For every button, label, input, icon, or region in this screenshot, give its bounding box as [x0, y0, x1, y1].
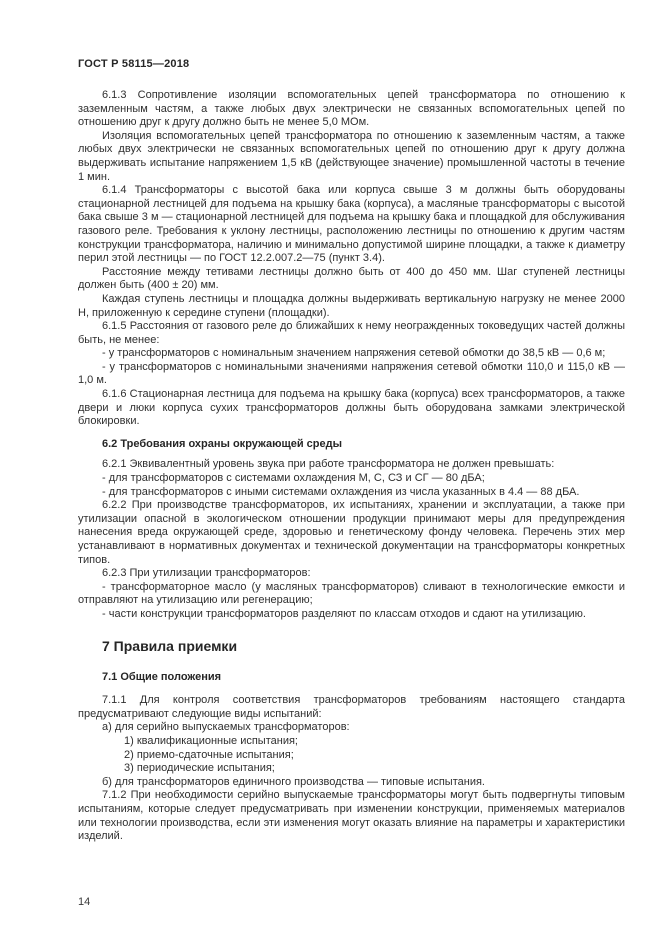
paragraph-6-1-6: 6.1.6 Стационарная лестница для подъема на крышку бака (корпуса) всех трансформаторов, а также двери и люки корпуса сухих трансформаторов должны быть оборудована замками электрической блокировки.	[78, 388, 625, 428]
paragraph-6-2-1: 6.2.1 Эквивалентный уровень звука при работе трансформатора не должен превышать:	[102, 458, 555, 471]
list-item-voltage-110: - у трансформаторов с номинальными значениями напряжения сетевой обмотки 110,0 и 115,0 кВ — 1,0 м.	[78, 360, 625, 387]
paragraph-6-2-3: 6.2.3 При утилизации трансформаторов:	[102, 567, 311, 580]
paragraph-6-1-4: 6.1.4 Трансформаторы с высотой бака или корпуса свыше 3 м должны быть оборудованы стационарной лестницей для подъема на крышку бака (корпуса), а масляные трансформаторы с высотой бака свыше 3 м — стационарной лестницей для подъема на крышку бака и площадкой для обслуживания газового реле. Требования к уклону лестницы, расположению лестницы по отношению к другим частям конструкции трансформатора, наличию и минимально допустимой ширине площадки, а также к диаметру перил этой лестницы — по ГОСТ 12.2.007.2—75 (пункт 3.4).	[78, 184, 625, 265]
list-item-parts-disposal: - части конструкции трансформаторов разделяют по классам отходов и сдают на утилизацию.	[102, 607, 586, 620]
paragraph-7-1-2: 7.1.2 При необходимости серийно выпускаемые трансформаторы могут быть подвергнуты типовым испытаниям, которые следует предусматривать при изменении конструкции, применяемых материалов или технологии производства, если эти изменения могут оказать влияние на параметры и характеристики изделий.	[78, 789, 625, 843]
section-7-1-heading: 7.1 Общие положения	[102, 670, 222, 683]
chapter-7-heading: 7 Правила приемки	[102, 637, 238, 654]
paragraph-ladder-rungs: Расстояние между тетивами лестницы должно быть от 400 до 450 мм. Шаг ступеней лестницы должен быть (400 ± 20) мм.	[78, 265, 625, 292]
list-item-cooling-other: - для трансформаторов с иными системами охлаждения из числа указанных в 4.4 — 88 дБА.	[102, 485, 580, 498]
paragraph-6-1-3: 6.1.3 Сопротивление изоляции вспомогательных цепей трансформатора по отношению к заземленным частям, а также любых двух электрически не связанных вспомогательных цепей по отношению друг к другу должно быть не менее 5,0 МОм.	[78, 89, 625, 129]
sub-list-item-periodic: 3) периодические испытания;	[124, 762, 275, 775]
section-6-2-heading: 6.2 Требования охраны окружающей среды	[102, 437, 343, 450]
paragraph-6-1-5: 6.1.5 Расстояния от газового реле до ближайших к нему неогражденных токоведущих частей должны быть, не менее:	[78, 320, 625, 346]
sub-list-item-acceptance: 2) приемо-сдаточные испытания;	[124, 748, 294, 761]
list-item-single-production: б) для трансформаторов единичного производства — типовые испытания.	[102, 775, 485, 788]
page-number: 14	[78, 896, 91, 908]
paragraph-7-1-1: 7.1.1 Для контроля соответствия трансформаторов требованиям настоящего стандарта предусматривают следующие виды испытаний:	[78, 694, 625, 720]
list-item-serial: а) для серийно выпускаемых трансформаторов:	[102, 721, 350, 734]
running-header: ГОСТ Р 58115—2018	[78, 58, 190, 70]
list-item-voltage-38-5: - у трансформаторов с номинальным значением напряжения сетевой обмотки до 38,5 кВ — 0,6 м;	[102, 347, 606, 360]
list-item-oil-disposal: - трансформаторное масло (у масляных трансформаторов) сливают в технологические емкости и отправляют на утилизацию или регенерацию;	[78, 580, 625, 607]
list-item-cooling-msc: - для трансформаторов с системами охлаждения М, С, СЗ и СГ — 80 дБА;	[102, 472, 485, 485]
sub-list-item-qualification: 1) квалификационные испытания;	[124, 734, 298, 747]
document-content	[78, 58, 625, 844]
paragraph-insulation-test: Изоляция вспомогательных цепей трансформатора по отношению к заземленным частям, а также любых двух электрически не связанных вспомогательных цепей по отношению друг к другу должна выдерживать испытание напряжением 1,5 кВ (действующее значение) промышленной частоты в течение 1 мин.	[78, 129, 625, 183]
paragraph-step-load: Каждая ступень лестницы и площадка должны выдерживать вертикальную нагрузку не менее 2000 Н, приложенную к середине ступени (площадки).	[78, 292, 625, 319]
paragraph-6-2-2: 6.2.2 При производстве трансформаторов, их испытаниях, хранении и эксплуатации, а также при утилизации опасной в экологическом отношении продукции принимают меры для предупреждения нанесения вреда окружающей среде, здоровью и генетическому фонду человека. Перечень этих мер устанавливают в нормативных документах и технической документации на трансформаторы конкретных типов.	[78, 499, 625, 566]
